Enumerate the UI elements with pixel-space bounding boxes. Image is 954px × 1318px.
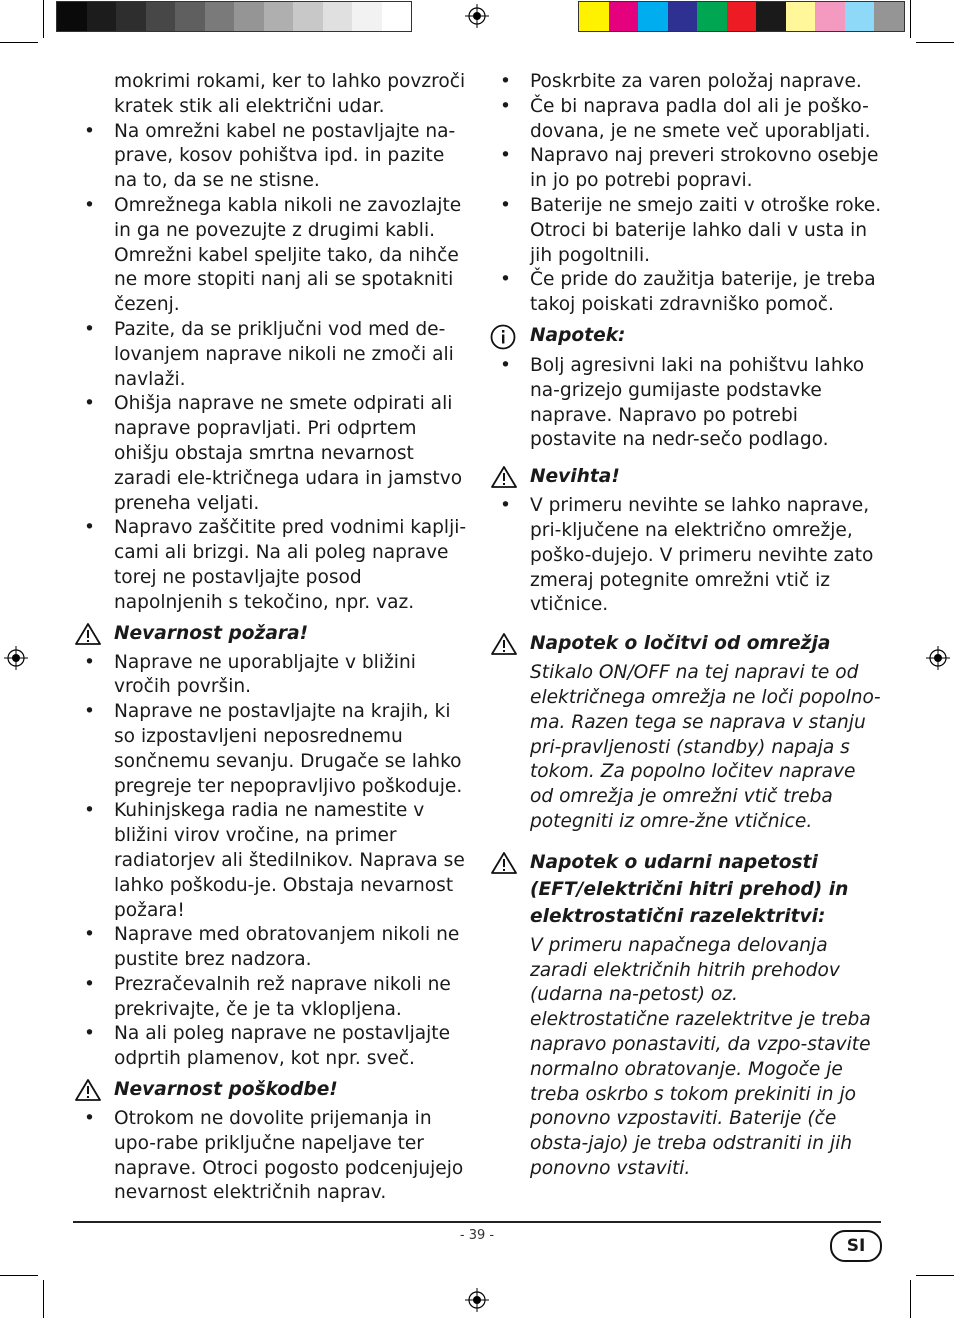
- list-item: • Bolj agresivni laki na pohištvu lahko na-grizejo gumijaste podstavke naprave. Napravo po potrebi postavite na nedr-sečo podlago.: [500, 354, 865, 451]
- list-item: • Baterije ne smejo zaiti v otroške roke. Otroci bi baterije lahko dali v usta in jih pogoltnili.: [500, 194, 882, 266]
- footer-rule: [73, 1221, 881, 1223]
- crop-mark: [43, 1280, 44, 1318]
- gray-swatch: [205, 2, 235, 31]
- gray-swatch: [57, 2, 87, 31]
- crop-mark: [916, 42, 954, 43]
- gray-swatch: [264, 2, 294, 31]
- registration-mark-icon: [465, 1288, 489, 1312]
- list-item: • Naprave ne postavljajte na krajih, ki so izpostavljeni neposrednemu sončnemu sevanju. Drugače se lahko pregreje ter nepopravljivo poškoduje.: [84, 701, 463, 797]
- storm-heading: Nevihta!: [490, 463, 882, 490]
- mains-separation-heading: Napotek o ločitvi od omrežja: [490, 630, 882, 657]
- gray-swatch: [382, 2, 412, 31]
- list-item: • Ohišja naprave ne smete odpirati ali naprave popravljati. Pri odprtem ohišju obstaja smrtna nevarnost zaradi ele-ktričnega udara in jamstvo preneha veljati.: [84, 393, 463, 514]
- list-item: • Na omrežni kabel ne postavljajte na-prave, kosov pohištva ipd. in pazite na to, da se ne stisne.: [84, 120, 456, 192]
- bullet-list: [74, 651, 468, 1073]
- list-item: • Naprave med obratovanjem nikoli ne pustite brez nadzora.: [84, 924, 460, 971]
- list-item: • Prezračevalnih rež naprave nikoli ne prekrivajte, če je ta vklopljena.: [84, 973, 451, 1020]
- warning-icon: [490, 632, 518, 656]
- list-item: • Pazite, da se priključni vod med de-lovanjem naprave nikoli ne zmoči ali navlaži.: [84, 318, 454, 390]
- injury-hazard-heading: Nevarnost poškodbe!: [74, 1076, 468, 1103]
- bullet-list: [490, 494, 882, 618]
- color-swatch: [815, 2, 845, 31]
- list-item: • Otrokom ne dovolite prijemanja in upo-rabe priključne napeljave ter naprave. Otroci pogosto podcenjujejo nevarnost električnih naprav.: [84, 1108, 464, 1204]
- gray-swatch: [146, 2, 176, 31]
- color-swatch: [609, 2, 639, 31]
- crop-mark: [910, 1280, 911, 1318]
- color-swatch: [668, 2, 698, 31]
- list-item: • Na ali poleg naprave ne postavljajte odprtih plamenov, kot npr. sveč.: [84, 1023, 451, 1070]
- color-swatch: [727, 2, 757, 31]
- bullet-list: [74, 120, 468, 616]
- registration-mark-icon: [465, 4, 489, 28]
- gray-swatch: [352, 2, 382, 31]
- crop-mark: [916, 1275, 954, 1276]
- crop-mark: [43, 0, 44, 38]
- language-badge: SI: [830, 1230, 882, 1262]
- gray-swatch: [323, 2, 353, 31]
- color-control-bar: [578, 1, 905, 32]
- intro-text: mokrimi rokami, ker to lahko povzroči kratek stik ali električni udar.: [114, 71, 466, 117]
- list-item: • V primeru nevihte se lahko naprave, pri-ključene na električno omrežje, poško-dujejo. V primeru nevihte zato zmeraj potegnite omrežni vtič iz vtičnice.: [500, 495, 874, 616]
- color-swatch: [638, 2, 668, 31]
- warning-icon: [74, 1078, 102, 1102]
- color-swatch: [579, 2, 609, 31]
- crop-mark: [0, 1275, 38, 1276]
- gray-swatch: [293, 2, 323, 31]
- crop-mark: [0, 42, 38, 43]
- left-column: [74, 70, 468, 1206]
- fire-hazard-heading: Nevarnost požara!: [74, 620, 468, 647]
- grayscale-control-bar: [56, 1, 412, 32]
- eft-esd-text: V primeru napačnega delovanja zaradi električnih hitrih prehodov (udarna na-petost) oz. elektrostatične razelektritve je treba napravo ponastaviti, da vzpo-stavite normalno obratovanje. Mogoče je treba oskrbo s tokom prekiniti in jo ponovno vzpostaviti. Baterije (če obsta-jajo) je treba odstraniti in jih ponovno vstaviti.: [530, 934, 871, 1179]
- mains-separation-text: Stikalo ON/OFF na tej napravi te od električnega omrežja ne loči popolno-ma. Razen tega se naprava v stanju pri-pravljenosti (standby) napaja s tokom. Za popolno ločitev naprave od omrežja je omrežni vtič treba potegniti iz omre-žne vtičnice.: [530, 662, 881, 832]
- bullet-list: [74, 1107, 468, 1206]
- note-heading: Napotek:: [490, 322, 882, 350]
- warning-icon: [74, 622, 102, 646]
- eft-esd-heading: Napotek o udarni napetosti (EFT/električni hitri prehod) in elektrostatični razelektritvi:: [490, 849, 882, 930]
- gray-swatch: [87, 2, 117, 31]
- list-item: • Če pride do zaužitja baterije, je treba takoj poiskati zdravniško pomoč.: [500, 269, 876, 316]
- registration-mark-icon: [926, 646, 950, 670]
- list-item: • Napravo zaščitite pred vodnimi kaplji-cami ali brizgi. Na ali poleg naprave torej ne postavljajte posod napolnjenih s tekočino, npr. vaz.: [84, 517, 467, 613]
- registration-mark-icon: [4, 646, 28, 670]
- color-swatch: [845, 2, 875, 31]
- bullet-list: [490, 354, 882, 453]
- list-item: • Napravo naj preveri strokovno osebje in jo po potrebi popravi.: [500, 145, 879, 192]
- page-number: - 39 -: [459, 1228, 495, 1243]
- list-item: • Kuhinjskega radia ne namestite v bližini virov vročine, na primer radiatorjev ali štedilnikov. Naprava se lahko poškodu-je. Obstaja nevarnost požara!: [84, 800, 465, 921]
- color-swatch: [697, 2, 727, 31]
- info-icon: [490, 324, 516, 350]
- gray-swatch: [175, 2, 205, 31]
- color-swatch: [786, 2, 816, 31]
- list-item: • Naprave ne uporabljajte v bližini vročih površin.: [84, 651, 416, 698]
- bullet-list: [490, 70, 882, 318]
- list-item: • Omrežnega kabla nikoli ne zavozlajte in ga ne povezujte z drugimi kabli. Omrežni kabel speljite tako, da nihče ne more stopiti nanj ali se spotakniti čezenj.: [84, 194, 462, 316]
- crop-mark: [910, 0, 911, 38]
- gray-swatch: [116, 2, 146, 31]
- right-column: [490, 70, 882, 1182]
- color-swatch: [874, 2, 904, 31]
- warning-icon: [490, 465, 518, 489]
- gray-swatch: [234, 2, 264, 31]
- color-swatch: [756, 2, 786, 31]
- list-item: • Poskrbite za varen položaj naprave.: [500, 71, 862, 92]
- list-item: • Če bi naprava padla dol ali je poško-dovana, je ne smete več uporabljati.: [500, 95, 871, 142]
- warning-icon: [490, 851, 518, 875]
